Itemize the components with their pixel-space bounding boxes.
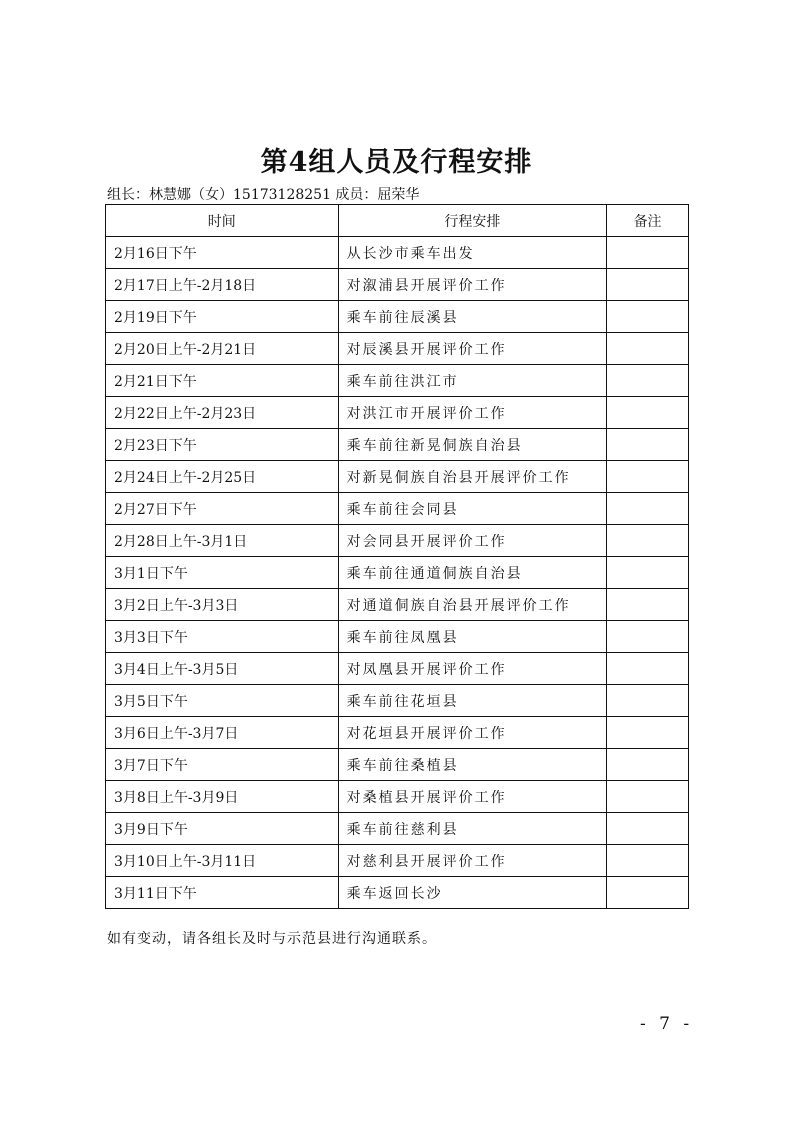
cell-time: 3月6日上午-3月7日 — [106, 717, 339, 749]
cell-plan: 对新晃侗族自治县开展评价工作 — [338, 461, 607, 493]
group-members: 组长：林慧娜（女）15173128251 成员：屈荣华 — [107, 187, 420, 203]
cell-time: 2月27日下午 — [106, 493, 339, 525]
table-row — [106, 365, 689, 397]
table-row — [106, 621, 689, 653]
cell-plan: 对溆浦县开展评价工作 — [338, 269, 607, 301]
cell-time: 3月5日下午 — [106, 685, 339, 717]
cell-plan: 对通道侗族自治县开展评价工作 — [338, 589, 607, 621]
table-row — [106, 653, 689, 685]
cell-time: 3月8日上午-3月9日 — [106, 781, 339, 813]
cell-note — [607, 845, 689, 877]
cell-plan: 对凤凰县开展评价工作 — [338, 653, 607, 685]
cell-note — [607, 493, 689, 525]
cell-note — [607, 685, 689, 717]
cell-time: 2月19日下午 — [106, 301, 339, 333]
table-row — [106, 781, 689, 813]
cell-time: 2月23日下午 — [106, 429, 339, 461]
cell-time: 3月2日上午-3月3日 — [106, 589, 339, 621]
table-row — [106, 845, 689, 877]
cell-plan: 乘车前往通道侗族自治县 — [338, 557, 607, 589]
cell-time: 2月16日下午 — [106, 237, 339, 269]
table-row — [106, 333, 689, 365]
cell-time: 3月4日上午-3月5日 — [106, 653, 339, 685]
table-row — [106, 493, 689, 525]
table-row — [106, 557, 689, 589]
cell-plan: 从长沙市乘车出发 — [338, 237, 607, 269]
cell-plan: 乘车前往辰溪县 — [338, 301, 607, 333]
cell-plan: 乘车前往慈利县 — [338, 813, 607, 845]
table-row — [106, 877, 689, 909]
cell-plan: 对花垣县开展评价工作 — [338, 717, 607, 749]
cell-note — [607, 717, 689, 749]
cell-note — [607, 429, 689, 461]
cell-note — [607, 525, 689, 557]
cell-note — [607, 781, 689, 813]
page-title: 第4组人员及行程安排 — [260, 147, 533, 178]
cell-time: 2月20日上午-2月21日 — [106, 333, 339, 365]
schedule-table — [105, 204, 689, 909]
footnote: 如有变动，请各组长及时与示范县进行沟通联系。 — [107, 931, 437, 947]
table-row — [106, 813, 689, 845]
table-header-row — [106, 205, 689, 237]
cell-note — [607, 557, 689, 589]
cell-note — [607, 877, 689, 909]
cell-note — [607, 397, 689, 429]
table-row — [106, 237, 689, 269]
cell-time: 2月21日下午 — [106, 365, 339, 397]
cell-plan: 乘车前往桑植县 — [338, 749, 607, 781]
cell-plan: 乘车前往花垣县 — [338, 685, 607, 717]
cell-plan: 乘车前往会同县 — [338, 493, 607, 525]
cell-time: 3月3日下午 — [106, 621, 339, 653]
table-row — [106, 589, 689, 621]
cell-plan: 对桑植县开展评价工作 — [338, 781, 607, 813]
cell-note — [607, 589, 689, 621]
cell-time: 2月24日上午-2月25日 — [106, 461, 339, 493]
cell-time: 3月1日下午 — [106, 557, 339, 589]
cell-plan: 对辰溪县开展评价工作 — [338, 333, 607, 365]
table-row — [106, 525, 689, 557]
header-time: 时间 — [106, 205, 339, 237]
cell-time: 3月9日下午 — [106, 813, 339, 845]
cell-time: 3月10日上午-3月11日 — [106, 845, 339, 877]
header-note: 备注 — [607, 205, 689, 237]
cell-time: 2月28日上午-3月1日 — [106, 525, 339, 557]
table-row — [106, 397, 689, 429]
table-row — [106, 461, 689, 493]
cell-plan: 对洪江市开展评价工作 — [338, 397, 607, 429]
cell-note — [607, 653, 689, 685]
cell-time: 3月11日下午 — [106, 877, 339, 909]
cell-plan: 乘车前往洪江市 — [338, 365, 607, 397]
cell-note — [607, 749, 689, 781]
cell-note — [607, 301, 689, 333]
cell-note — [607, 365, 689, 397]
cell-plan: 乘车前往新晃侗族自治县 — [338, 429, 607, 461]
header-plan: 行程安排 — [338, 205, 607, 237]
table-row — [106, 717, 689, 749]
cell-note — [607, 333, 689, 365]
table-row — [106, 685, 689, 717]
cell-time: 2月22日上午-2月23日 — [106, 397, 339, 429]
cell-note — [607, 621, 689, 653]
cell-note — [607, 813, 689, 845]
table-row — [106, 301, 689, 333]
cell-plan: 对慈利县开展评价工作 — [338, 845, 607, 877]
cell-note — [607, 461, 689, 493]
table-row — [106, 749, 689, 781]
cell-note — [607, 269, 689, 301]
cell-time: 2月17日上午-2月18日 — [106, 269, 339, 301]
cell-time: 3月7日下午 — [106, 749, 339, 781]
table-row — [106, 269, 689, 301]
table-row — [106, 429, 689, 461]
cell-plan: 乘车返回长沙 — [338, 877, 607, 909]
cell-note — [607, 237, 689, 269]
cell-plan: 乘车前往凤凰县 — [338, 621, 607, 653]
cell-plan: 对会同县开展评价工作 — [338, 525, 607, 557]
page-number: - 7 - — [640, 1014, 694, 1034]
